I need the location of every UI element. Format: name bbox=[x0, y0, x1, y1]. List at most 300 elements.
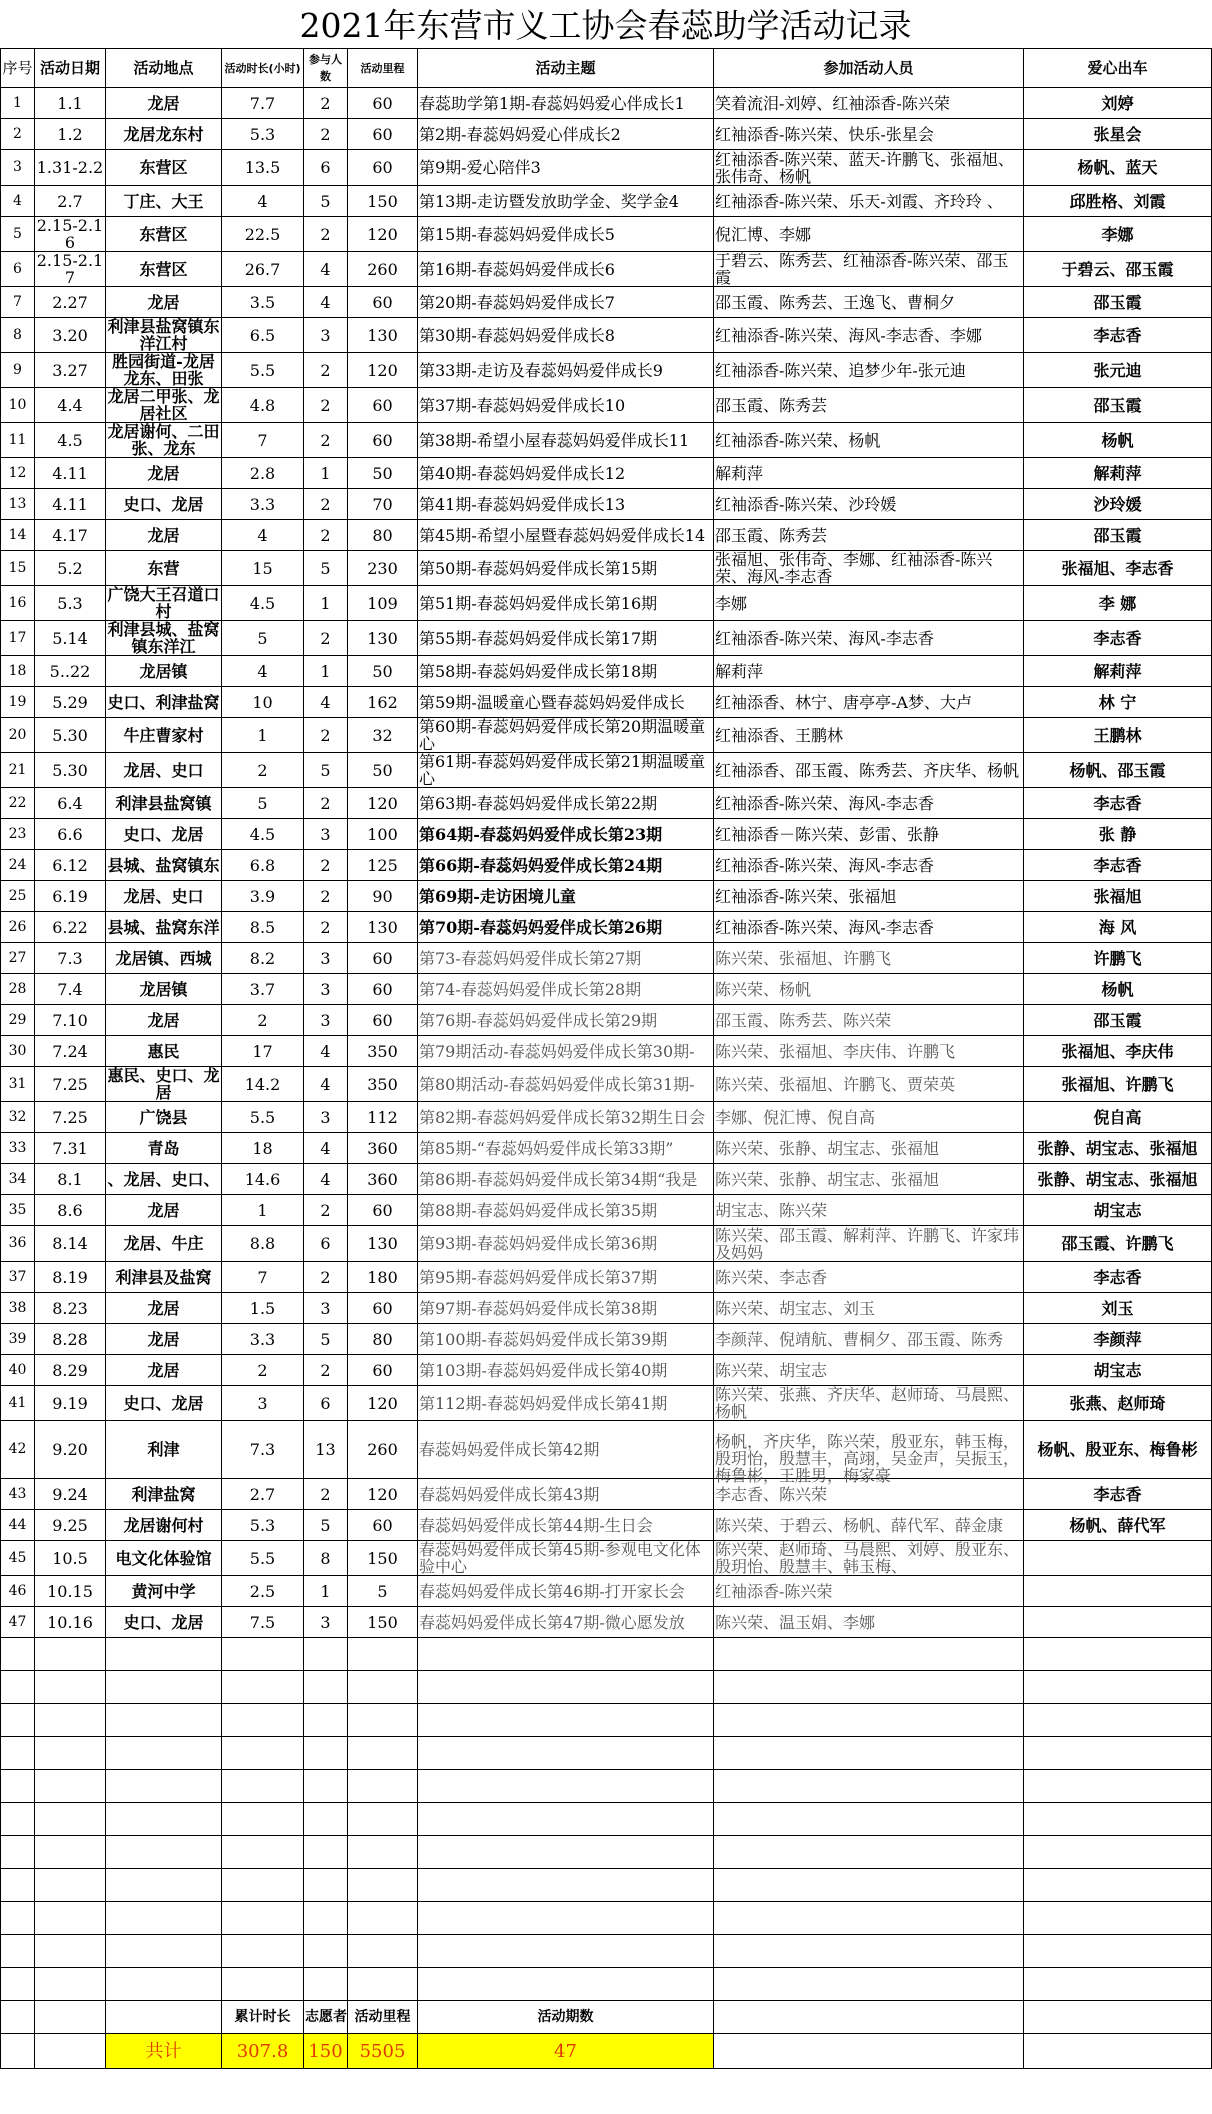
row-number bbox=[1, 217, 35, 252]
participant-count bbox=[304, 489, 348, 520]
activity-date-text: 9.25 bbox=[52, 1515, 88, 1535]
activity-mileage bbox=[348, 1607, 418, 1638]
participants bbox=[714, 388, 1024, 423]
empty-cell bbox=[348, 1968, 418, 2001]
activity-mileage bbox=[348, 1510, 418, 1541]
volunteer-driver-text: 李 娜 bbox=[1098, 593, 1137, 613]
empty-cell bbox=[222, 1704, 304, 1737]
table-row bbox=[1, 1005, 1212, 1036]
row-number bbox=[1, 551, 35, 586]
participants-text: 陈兴荣、张福旭、李庆伟、许鹏飞 bbox=[715, 1041, 956, 1061]
activity-place bbox=[106, 119, 222, 150]
empty-cell bbox=[1024, 1836, 1212, 1869]
volunteer-driver bbox=[1024, 974, 1212, 1005]
participants bbox=[714, 217, 1024, 252]
table-row bbox=[1, 1067, 1212, 1102]
activity-place-text: 惠民、史口、龙居 bbox=[107, 1066, 220, 1102]
activity-theme-text: 春蕊妈妈爱伴成长第42期 bbox=[419, 1440, 600, 1459]
activity-theme-text: 第80期活动-春蕊妈妈爱伴成长第31期- bbox=[419, 1074, 695, 1094]
header-row bbox=[1, 49, 1212, 88]
empty-cell bbox=[714, 1836, 1024, 1869]
activity-date-text: 4.5 bbox=[57, 430, 83, 450]
participants bbox=[714, 1102, 1024, 1133]
empty-cell bbox=[106, 1737, 222, 1770]
participant-count-text: 2 bbox=[320, 430, 331, 450]
activity-hours bbox=[222, 1355, 304, 1386]
activity-place-text: 东营区 bbox=[139, 224, 188, 244]
activity-hours bbox=[222, 621, 304, 656]
row-number-text: 24 bbox=[8, 856, 27, 873]
participant-count bbox=[304, 1421, 348, 1479]
activity-place-text: 龙居 bbox=[147, 1329, 180, 1349]
participants-text: 红袖添香-陈兴荣、海风-李志香 bbox=[715, 917, 934, 937]
activity-place-text: 龙居 bbox=[147, 1200, 180, 1220]
activity-hours bbox=[222, 1541, 304, 1576]
empty-cell bbox=[1, 1935, 35, 1968]
volunteer-driver-text: 沙玲媛 bbox=[1093, 494, 1142, 514]
volunteer-driver-text: 林 宁 bbox=[1098, 692, 1137, 712]
empty-cell bbox=[35, 1869, 106, 1902]
table-row bbox=[1, 119, 1212, 150]
participants bbox=[714, 1421, 1024, 1485]
table-row bbox=[1, 819, 1212, 850]
activity-mileage-text: 120 bbox=[367, 1393, 398, 1413]
summary-header-row bbox=[1, 2001, 1212, 2034]
activity-theme bbox=[418, 119, 714, 150]
activity-hours-text: 2.5 bbox=[249, 1581, 276, 1601]
row-number-text: 22 bbox=[8, 794, 27, 811]
participant-count bbox=[304, 1133, 348, 1164]
participants-text: 红袖添香-陈兴荣、乐天-刘霞、齐玲玲 、 bbox=[715, 191, 1003, 211]
participants-text: 红袖添香-陈兴荣、海风-李志香 bbox=[715, 855, 934, 875]
activity-mileage bbox=[348, 621, 418, 656]
empty-cell bbox=[348, 1935, 418, 1968]
table-row bbox=[1, 1607, 1212, 1638]
activity-theme-text: 第38期-希望小屋春蕊妈妈爱伴成长11 bbox=[419, 430, 690, 450]
volunteer-driver bbox=[1024, 1067, 1212, 1102]
activity-hours bbox=[222, 1164, 304, 1195]
activity-theme bbox=[418, 912, 714, 943]
activity-hours bbox=[222, 974, 304, 1005]
volunteer-driver bbox=[1024, 788, 1212, 819]
activity-date bbox=[35, 1576, 106, 1607]
empty-cell bbox=[304, 1704, 348, 1737]
activity-place bbox=[106, 718, 222, 753]
activity-hours bbox=[222, 353, 304, 388]
row-number-text: 10 bbox=[8, 396, 27, 413]
participants bbox=[714, 1541, 1024, 1576]
empty-row bbox=[1, 1935, 1212, 1968]
activity-theme bbox=[418, 252, 714, 287]
activity-theme-text: 第9期-爱心陪伴3 bbox=[419, 158, 541, 177]
activity-place bbox=[106, 1386, 222, 1421]
activity-mileage-text: 120 bbox=[367, 1484, 398, 1504]
activity-place bbox=[106, 458, 222, 489]
volunteer-driver-text: 李志香 bbox=[1093, 325, 1142, 345]
participants-text: 陈兴荣、于碧云、杨帆、薛代军、薛金康 bbox=[715, 1515, 1004, 1535]
activity-theme-text: 第40期-春蕊妈妈爱伴成长12 bbox=[419, 463, 626, 483]
empty-cell bbox=[1024, 2001, 1212, 2034]
empty-row bbox=[1, 1836, 1212, 1869]
header-cell: 活动地点 bbox=[106, 49, 222, 88]
activity-place bbox=[106, 353, 222, 388]
activity-hours bbox=[222, 656, 304, 687]
activity-hours bbox=[222, 943, 304, 974]
empty-cell bbox=[418, 1836, 714, 1869]
activity-theme-text: 第79期活动-春蕊妈妈爱伴成长第30期- bbox=[419, 1041, 695, 1061]
volunteer-driver bbox=[1024, 1607, 1212, 1638]
empty-row bbox=[1, 1737, 1212, 1770]
activity-mileage-text: 360 bbox=[367, 1138, 398, 1158]
activity-date bbox=[35, 353, 106, 388]
activity-place bbox=[106, 1355, 222, 1386]
activity-date-text: 7.4 bbox=[57, 979, 83, 999]
participant-count bbox=[304, 318, 348, 353]
participants-text: 李颜萍、倪靖航、曹桐夕、邵玉霞、陈秀 bbox=[715, 1329, 1004, 1349]
activity-theme-text: 第45期-希望小屋暨春蕊妈妈爱伴成长14 bbox=[419, 525, 706, 545]
volunteer-driver-text: 刘玉 bbox=[1101, 1298, 1134, 1318]
activity-hours-text: 1 bbox=[257, 1200, 268, 1220]
activity-date bbox=[35, 753, 106, 788]
activity-hours-text: 2 bbox=[257, 1010, 268, 1030]
participants bbox=[714, 1133, 1024, 1164]
activity-mileage-text: 180 bbox=[367, 1267, 398, 1287]
activity-hours bbox=[222, 287, 304, 318]
activity-place bbox=[106, 1293, 222, 1324]
row-number-text: 9 bbox=[13, 361, 22, 378]
activity-place bbox=[106, 318, 222, 353]
activity-theme-text: 第13期-走访暨发放助学金、奖学金4 bbox=[419, 191, 679, 211]
row-number-text: 1 bbox=[13, 94, 22, 111]
participant-count bbox=[304, 1541, 348, 1576]
row-number bbox=[1, 1510, 35, 1541]
activity-hours-text: 6.5 bbox=[249, 325, 276, 345]
activity-theme-text: 春蕊妈妈爱伴成长第43期 bbox=[419, 1484, 600, 1504]
volunteer-driver-text: 张福旭、李志香 bbox=[1061, 558, 1174, 578]
activity-theme bbox=[418, 1479, 714, 1510]
volunteer-driver-text: 张星会 bbox=[1093, 124, 1142, 144]
activity-date bbox=[35, 1102, 106, 1133]
activity-date bbox=[35, 318, 106, 353]
activity-place bbox=[106, 1324, 222, 1355]
volunteer-driver-text: 胡宝志 bbox=[1093, 1200, 1142, 1220]
activity-theme-text: 第58期-春蕊妈妈爱伴成长第18期 bbox=[419, 661, 658, 681]
empty-cell bbox=[106, 1704, 222, 1737]
activity-mileage bbox=[348, 1386, 418, 1421]
participants-text: 李娜、倪汇博、倪自高 bbox=[715, 1107, 876, 1127]
activity-date-text: 5.3 bbox=[57, 593, 83, 613]
volunteer-driver bbox=[1024, 186, 1212, 217]
row-number bbox=[1, 656, 35, 687]
activity-date bbox=[35, 819, 106, 850]
activity-hours bbox=[222, 1293, 304, 1324]
participants bbox=[714, 1607, 1024, 1638]
activity-hours bbox=[222, 1005, 304, 1036]
empty-cell bbox=[1, 1803, 35, 1836]
row-number-text: 23 bbox=[8, 825, 27, 842]
volunteer-driver-text: 杨帆、薛代军 bbox=[1069, 1515, 1166, 1535]
activity-date-text: 1.2 bbox=[57, 124, 83, 144]
activity-hours bbox=[222, 88, 304, 119]
activity-date bbox=[35, 1386, 106, 1421]
activity-theme bbox=[418, 1067, 714, 1102]
table-row bbox=[1, 458, 1212, 489]
activity-mileage-text: 112 bbox=[367, 1107, 398, 1127]
volunteer-driver bbox=[1024, 1262, 1212, 1293]
volunteer-driver bbox=[1024, 318, 1212, 353]
volunteer-driver bbox=[1024, 150, 1212, 186]
participant-count-text: 1 bbox=[320, 593, 331, 613]
activity-hours bbox=[222, 1607, 304, 1638]
empty-cell bbox=[222, 1770, 304, 1803]
activity-mileage-text: 120 bbox=[367, 360, 398, 380]
activity-mileage bbox=[348, 353, 418, 388]
activity-place-text: 龙居、史口 bbox=[123, 760, 204, 780]
activity-theme bbox=[418, 718, 714, 753]
participants-text: 红袖添香-陈兴荣、快乐-张星会 bbox=[715, 124, 934, 144]
activity-hours-text: 4 bbox=[257, 661, 268, 681]
participants-text: 解莉萍 bbox=[715, 661, 764, 681]
activity-date-text: 5.30 bbox=[52, 725, 88, 745]
activity-mileage bbox=[348, 1195, 418, 1226]
activity-theme bbox=[418, 656, 714, 687]
row-number-text: 43 bbox=[8, 1485, 27, 1502]
empty-cell bbox=[418, 1704, 714, 1737]
activity-mileage-text: 100 bbox=[367, 824, 398, 844]
activity-hours bbox=[222, 119, 304, 150]
activity-hours bbox=[222, 1195, 304, 1226]
empty-cell bbox=[418, 1803, 714, 1836]
activity-date bbox=[35, 1479, 106, 1510]
volunteer-driver-text: 邵玉霞、许鹏飞 bbox=[1061, 1234, 1174, 1253]
empty-cell bbox=[106, 1935, 222, 1968]
activity-theme bbox=[418, 974, 714, 1005]
row-number bbox=[1, 850, 35, 881]
activity-mileage-text: 60 bbox=[372, 1200, 393, 1220]
empty-cell bbox=[222, 1935, 304, 1968]
volunteer-driver bbox=[1024, 1421, 1212, 1479]
participant-count bbox=[304, 753, 348, 788]
activity-theme bbox=[418, 423, 714, 458]
participants-text: 胡宝志、陈兴荣 bbox=[715, 1200, 828, 1220]
row-number-text: 11 bbox=[8, 431, 27, 448]
activity-date-text: 6.6 bbox=[57, 824, 83, 844]
activity-date-text: 6.19 bbox=[52, 886, 88, 906]
activity-place-text: 龙居 bbox=[147, 93, 180, 113]
participant-count bbox=[304, 943, 348, 974]
activity-date bbox=[35, 621, 106, 656]
activity-place-text: 黄河中学 bbox=[131, 1581, 196, 1601]
participant-count-text: 6 bbox=[320, 158, 331, 177]
activity-theme bbox=[418, 819, 714, 850]
participants bbox=[714, 423, 1024, 458]
activity-mileage-text: 50 bbox=[372, 661, 393, 681]
activity-place bbox=[106, 287, 222, 318]
activity-date bbox=[35, 186, 106, 217]
activity-mileage-text: 350 bbox=[367, 1041, 398, 1061]
participants bbox=[714, 819, 1024, 850]
table-row bbox=[1, 1510, 1212, 1541]
activity-place-text: 龙居、史口 bbox=[123, 886, 204, 906]
row-number-text: 45 bbox=[8, 1549, 27, 1566]
participant-count bbox=[304, 217, 348, 252]
activity-place bbox=[106, 850, 222, 881]
volunteer-driver bbox=[1024, 1386, 1212, 1421]
activity-date bbox=[35, 458, 106, 489]
activity-mileage-text: 80 bbox=[372, 1329, 393, 1349]
activity-date-text: 7.24 bbox=[52, 1041, 88, 1061]
volunteer-driver-text: 张福旭、许鹏飞 bbox=[1061, 1074, 1174, 1094]
row-number bbox=[1, 489, 35, 520]
activity-hours-text: 2 bbox=[257, 760, 268, 780]
header-cell: 活动主题 bbox=[418, 49, 714, 88]
participants-text: 邵玉霞、陈秀芸 bbox=[715, 525, 828, 545]
participant-count bbox=[304, 1386, 348, 1421]
volunteer-driver-text: 张 静 bbox=[1098, 824, 1137, 844]
row-number bbox=[1, 1133, 35, 1164]
summary-hours-label: 累计时长 bbox=[222, 2001, 304, 2034]
table-row bbox=[1, 943, 1212, 974]
activity-hours-text: 2.7 bbox=[249, 1484, 276, 1504]
empty-cell bbox=[35, 1902, 106, 1935]
volunteer-driver bbox=[1024, 489, 1212, 520]
empty-cell bbox=[418, 1638, 714, 1671]
participant-count-text: 4 bbox=[320, 692, 331, 712]
participant-count bbox=[304, 252, 348, 287]
activity-place bbox=[106, 551, 222, 586]
activity-mileage bbox=[348, 1226, 418, 1262]
activity-date bbox=[35, 1324, 106, 1355]
activity-hours-text: 7.5 bbox=[249, 1612, 276, 1632]
activity-hours-text: 5.3 bbox=[249, 1515, 276, 1535]
activity-hours-text: 7.7 bbox=[249, 93, 276, 113]
empty-cell bbox=[348, 1803, 418, 1836]
participants-text: 陈兴荣、胡宝志 bbox=[715, 1360, 828, 1380]
row-number-text: 35 bbox=[8, 1201, 27, 1218]
header-cell: 活动日期 bbox=[35, 49, 106, 88]
activity-place bbox=[106, 520, 222, 551]
activity-place bbox=[106, 1067, 222, 1102]
volunteer-driver-text: 杨帆、蓝天 bbox=[1077, 158, 1158, 177]
activity-hours bbox=[222, 1510, 304, 1541]
row-number-text: 32 bbox=[8, 1108, 27, 1125]
activity-mileage bbox=[348, 1036, 418, 1067]
activity-date-text: 5..22 bbox=[49, 661, 91, 681]
activity-hours-text: 10 bbox=[252, 692, 273, 712]
activity-date bbox=[35, 687, 106, 718]
empty-cell bbox=[106, 1803, 222, 1836]
participants bbox=[714, 1226, 1024, 1262]
table-row bbox=[1, 353, 1212, 388]
participant-count-text: 4 bbox=[320, 1041, 331, 1061]
volunteer-driver-text: 李志香 bbox=[1093, 793, 1142, 813]
activity-theme bbox=[418, 353, 714, 388]
activity-date bbox=[35, 788, 106, 819]
row-number-text: 46 bbox=[8, 1582, 27, 1599]
activity-date bbox=[35, 1067, 106, 1102]
activity-theme-text: 第2期-春蕊妈妈爱心伴成长2 bbox=[419, 124, 621, 144]
table-row bbox=[1, 1576, 1212, 1607]
activity-theme bbox=[418, 788, 714, 819]
activity-hours bbox=[222, 1324, 304, 1355]
volunteer-driver bbox=[1024, 1133, 1212, 1164]
participants-text: 邵玉霞、陈秀芸、王逸飞、曹桐夕 bbox=[715, 292, 956, 312]
row-number bbox=[1, 353, 35, 388]
participants bbox=[714, 1355, 1024, 1386]
volunteer-driver bbox=[1024, 621, 1212, 656]
participants-text: 张福旭、张伟奇、李娜、红袖添香-陈兴荣、海风-李志香 bbox=[715, 550, 993, 586]
activity-theme-text: 第97期-春蕊妈妈爱伴成长第38期 bbox=[419, 1298, 658, 1318]
empty-cell bbox=[222, 1638, 304, 1671]
participant-count bbox=[304, 718, 348, 753]
total-hours: 307.8 bbox=[222, 2034, 304, 2069]
row-number bbox=[1, 788, 35, 819]
activity-date-text: 10.5 bbox=[52, 1548, 88, 1568]
activity-mileage-text: 150 bbox=[367, 1612, 398, 1632]
activity-hours-text: 5.5 bbox=[249, 1107, 276, 1127]
activity-hours bbox=[222, 1067, 304, 1102]
participant-count-text: 5 bbox=[320, 191, 331, 211]
activity-hours bbox=[222, 1421, 304, 1479]
table-row bbox=[1, 586, 1212, 621]
activity-date bbox=[35, 943, 106, 974]
empty-cell bbox=[1024, 1638, 1212, 1671]
participant-count-text: 2 bbox=[320, 360, 331, 380]
activity-hours bbox=[222, 458, 304, 489]
activity-place-text: 牛庄曹家村 bbox=[123, 725, 204, 745]
activity-date-text: 3.20 bbox=[52, 325, 88, 345]
activity-theme bbox=[418, 1576, 714, 1607]
empty-cell bbox=[304, 1968, 348, 2001]
activity-mileage bbox=[348, 1133, 418, 1164]
empty-cell bbox=[1024, 1737, 1212, 1770]
activity-theme-text: 第93期-春蕊妈妈爱伴成长第36期 bbox=[419, 1234, 658, 1253]
participants bbox=[714, 1386, 1024, 1421]
activity-place-text: 龙居 bbox=[147, 292, 180, 312]
activity-hours bbox=[222, 1262, 304, 1293]
activity-hours bbox=[222, 687, 304, 718]
activity-hours-text: 4.8 bbox=[249, 395, 276, 415]
activity-place-text: 龙居谢何、二田张、龙东 bbox=[107, 422, 220, 458]
activity-place bbox=[106, 881, 222, 912]
activity-theme-text: 第85期-“春蕊妈妈爱伴成长第33期” bbox=[419, 1138, 674, 1158]
participants-text: 红袖添香-陈兴荣、沙玲媛 bbox=[715, 494, 897, 514]
empty-cell bbox=[304, 1638, 348, 1671]
table-row bbox=[1, 1479, 1212, 1510]
activity-theme bbox=[418, 1541, 714, 1576]
volunteer-driver-text: 邵玉霞 bbox=[1093, 1010, 1142, 1030]
table-row bbox=[1, 150, 1212, 186]
empty-cell bbox=[714, 1770, 1024, 1803]
activity-theme bbox=[418, 287, 714, 318]
empty-cell bbox=[714, 1935, 1024, 1968]
table-row bbox=[1, 621, 1212, 656]
row-number-text: 39 bbox=[8, 1330, 27, 1347]
participants bbox=[714, 353, 1024, 388]
activity-place-text: 史口、龙居 bbox=[123, 824, 204, 844]
empty-cell bbox=[1024, 1902, 1212, 1935]
activity-mileage bbox=[348, 850, 418, 881]
row-number bbox=[1, 520, 35, 551]
participants bbox=[714, 88, 1024, 119]
activity-mileage bbox=[348, 388, 418, 423]
table-row bbox=[1, 217, 1212, 252]
row-number-text: 34 bbox=[8, 1170, 27, 1187]
activity-theme bbox=[418, 388, 714, 423]
volunteer-driver-text: 张静、胡宝志、张福旭 bbox=[1037, 1169, 1198, 1189]
activity-mileage-text: 60 bbox=[372, 1515, 393, 1535]
participant-count bbox=[304, 287, 348, 318]
